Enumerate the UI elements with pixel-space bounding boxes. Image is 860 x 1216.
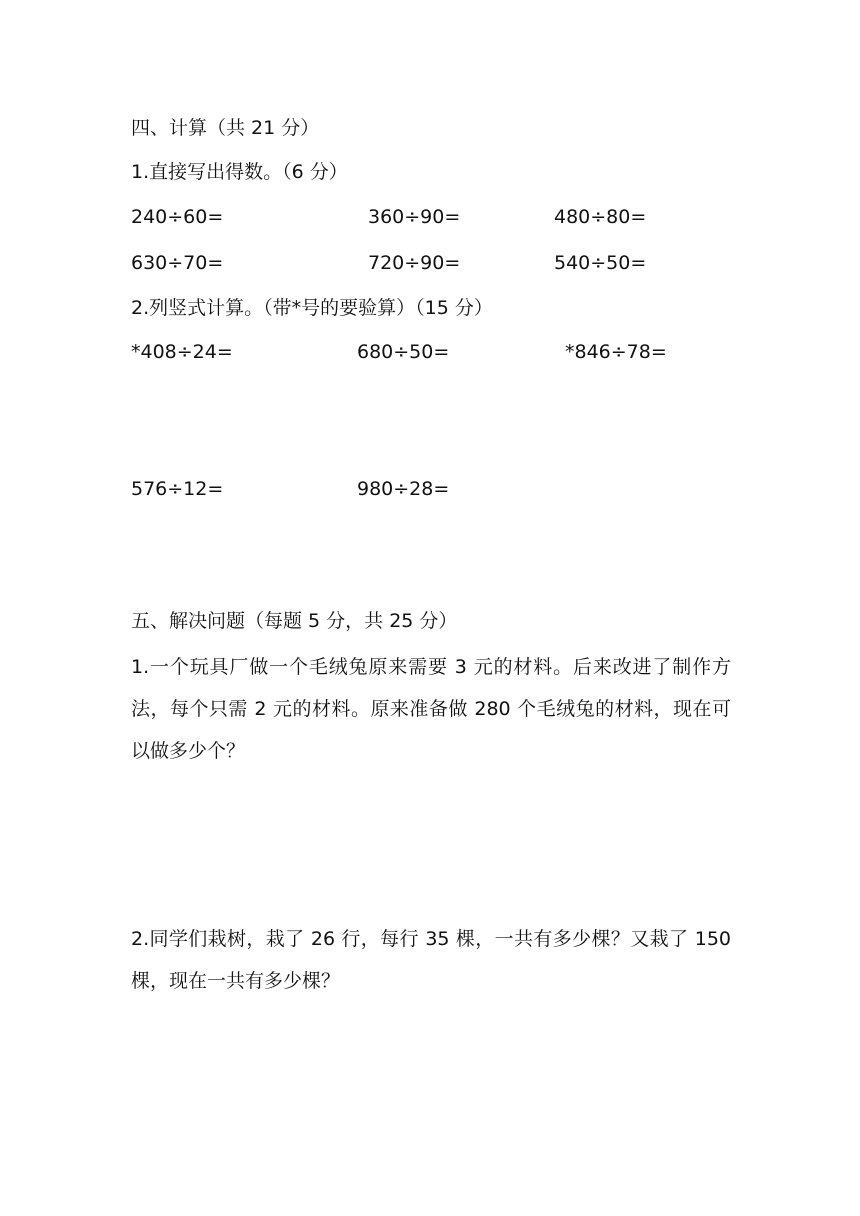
mental-math-item: 480÷80= — [554, 206, 647, 228]
mental-math-item: 540÷50= — [554, 252, 647, 274]
vertical-calc-item: 680÷50= — [357, 341, 450, 363]
section-5-heading: 五、解决问题（每题 5 分，共 25 分） — [131, 610, 458, 632]
word-problem-2: 2.同学们栽树，栽了 26 行，每行 35 棵，一共有多少棵？又栽了 150 棵，现在一共有多少棵？ — [131, 928, 731, 992]
vertical-calc-item: *408÷24= — [131, 341, 233, 363]
question-1-title: 1.直接写出得数。（6 分） — [131, 161, 348, 183]
vertical-calc-item: *846÷78= — [565, 341, 667, 363]
mental-math-item: 240÷60= — [131, 206, 224, 228]
vertical-calc-item: 576÷12= — [131, 478, 224, 500]
mental-math-item: 720÷90= — [368, 252, 461, 274]
mental-math-item: 360÷90= — [368, 206, 461, 228]
vertical-calc-item: 980÷28= — [357, 478, 450, 500]
mental-math-item: 630÷70= — [131, 252, 224, 274]
word-problem-1: 1.一个玩具厂做一个毛绒兔原来需要 3 元的材料。后来改进了制作方法，每个只需 2 元的材料。原来准备做 280 个毛绒兔的材料，现在可以做多少个？ — [131, 656, 731, 762]
question-2-title: 2.列竖式计算。（带*号的要验算）（15 分） — [131, 297, 493, 319]
section-4-heading: 四、计算（共 21 分） — [131, 117, 320, 139]
